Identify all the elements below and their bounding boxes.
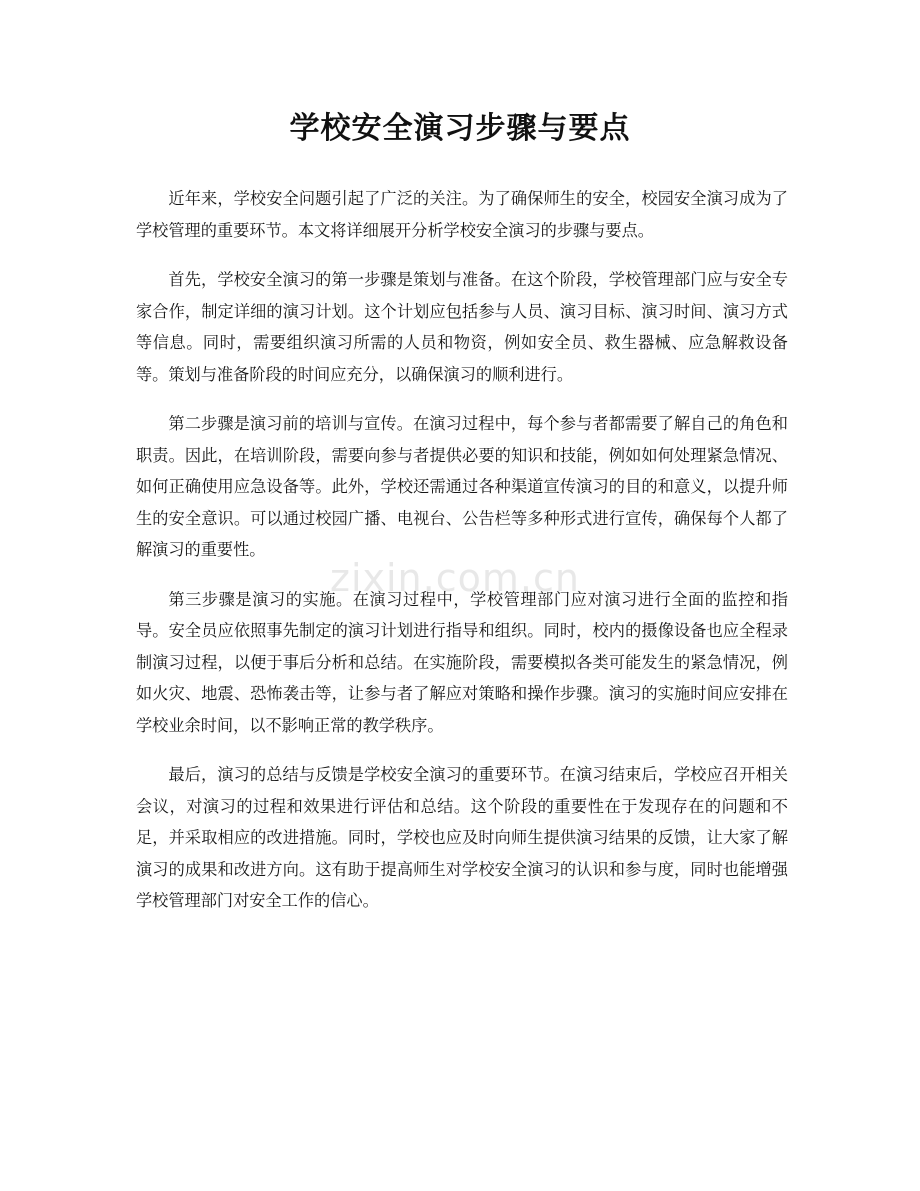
document-body: [136, 183, 788, 935]
paragraph-intro: 近年来，学校安全问题引起了广泛的关注。为了确保师生的安全，校园安全演习成为了学校管理的重要环节。本文将详细展开分析学校安全演习的步骤与要点。: [136, 189, 788, 240]
paragraph-step-three: 第三步骤是演习的实施。在演习过程中，学校管理部门应对演习进行全面的监控和指导。安全员应依照事先制定的演习计划进行指导和组织。同时，校内的摄像设备也应全程录制演习过程，以便于事后分析和总结。在实施阶段，需要模拟各类可能发生的紧急情况，例如火灾、地震、恐怖袭击等，让参与者了解应对策略和操作步骤。演习的实施时间应安排在学校业余时间，以不影响正常的教学秩序。: [136, 589, 788, 735]
paragraph-step-one: 首先，学校安全演习的第一步骤是策划与准备。在这个阶段，学校管理部门应与安全专家合作，制定详细的演习计划。这个计划应包括参与人员、演习目标、演习时间、演习方式等信息。同时，需要组织演习所需的人员和物资，例如安全员、救生器械、应急解救设备等。策划与准备阶段的时间应充分，以确保演习的顺利进行。: [136, 270, 788, 384]
watermark: zixin.com.cn: [330, 556, 580, 600]
paragraph-conclusion: 最后，演习的总结与反馈是学校安全演习的重要环节。在演习结束后，学校应召开相关会议，对演习的过程和效果进行评估和总结。这个阶段的重要性在于发现存在的问题和不足，并采取相应的改进措施。同时，学校也应及时向师生提供演习结果的反馈，让大家了解演习的成果和改进方向。这有助于提高师生对学校安全演习的认识和参与度，同时也能增强学校管理部门对安全工作的信心。: [136, 765, 788, 910]
document-title: 学校安全演习步骤与要点: [289, 111, 631, 146]
paragraph-step-two: 第二步骤是演习前的培训与宣传。在演习过程中，每个参与者都需要了解自己的角色和职责。因此，在培训阶段，需要向参与者提供必要的知识和技能，例如如何处理紧急情况、如何正确使用应急设备等。此外，学校还需通过各种渠道宣传演习的目的和意义，以提升师生的安全意识。可以通过校园广播、电视台、公告栏等多种形式进行宣传，确保每个人都了解演习的重要性。: [136, 414, 788, 559]
